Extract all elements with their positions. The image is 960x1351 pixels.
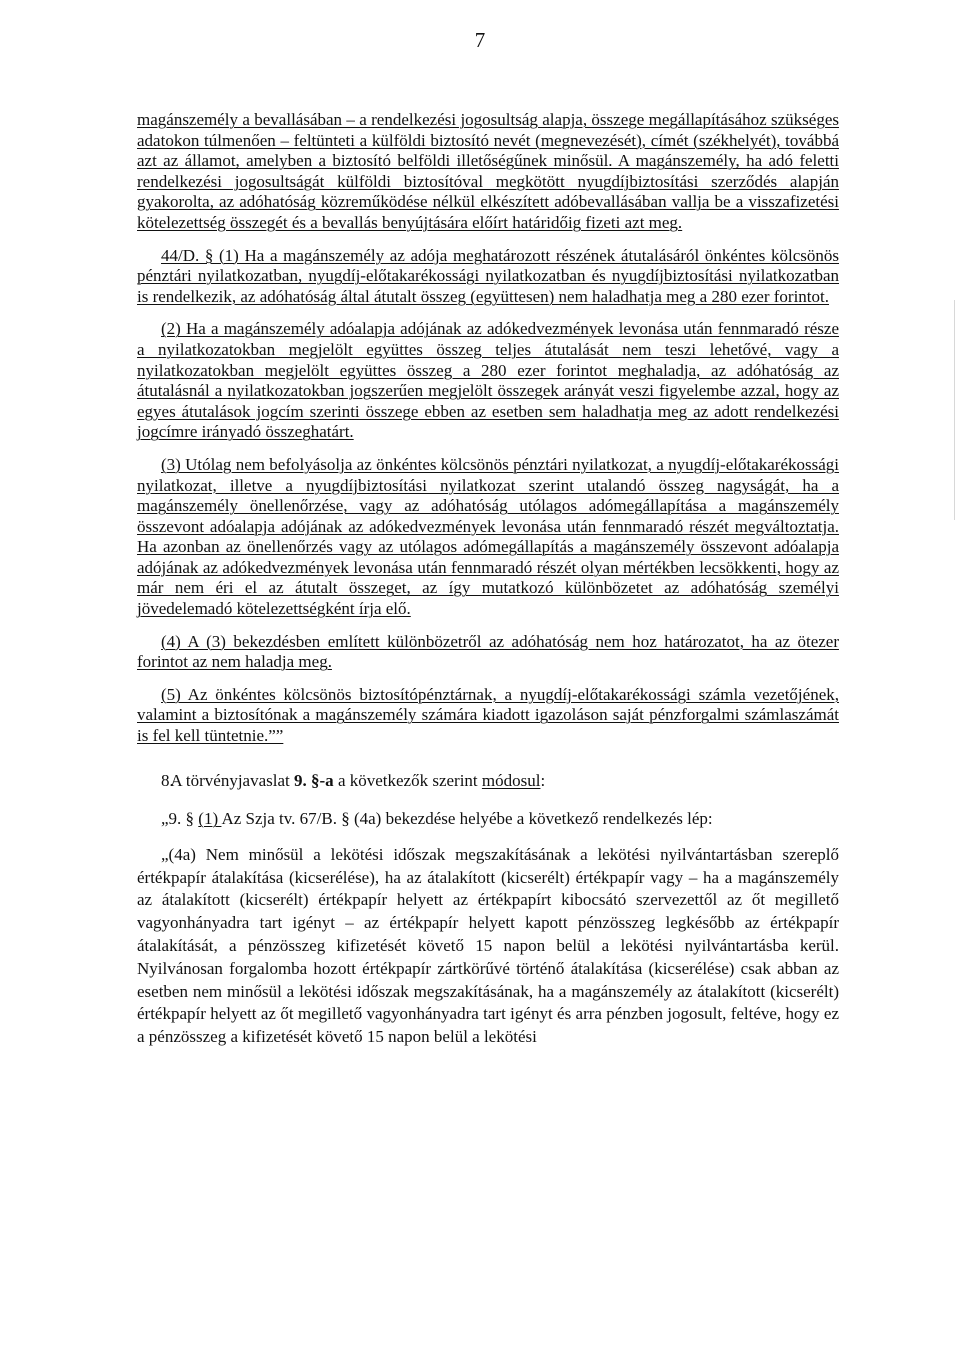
amendment-item-9 xyxy=(137,809,839,830)
paragraph-44d-4: (4) A (3) bekezdésben említett különbözetről az adóhatóság nem hoz határozatot, ha az ötezer forintot az nem haladja meg. xyxy=(137,631,839,672)
amendment-item-8 xyxy=(137,771,839,792)
item9-prefix: „9. § xyxy=(161,809,199,829)
item9-underlined: (1) xyxy=(198,809,222,829)
paragraph-44d-2: (2) Ha a magánszemély adóalapja adójának az adókedvezmények levonása után fennmaradó része a nyilatkozatokban megjelölt együttes összeg teljes átutalását nem teszi lehetővé, vagy a nyilatkozatokban megjelölt együttes összeg a 280 ezer forintot meghaladja, az adóhatóság az átutalásnál a nyilatkozatokban jogszerűen megjelölt összegek arányát veszi figyelembe azzal, hogy az egyes átutalások jogcím szerinti összege ebben az esetben sem haladhatja meg az adott rendelkezési jogcímre irányadó összeghatárt. xyxy=(137,319,839,442)
page-number: 7 xyxy=(474,28,486,52)
paragraph-44d-5: (5) Az önkéntes kölcsönös biztosítópénztárnak, a nyugdíj-előtakarékossági számla vezetőjének, valamint a biztosítónak a magánszemély számára kiadott igazoláson saját pénzforgalmi számlaszámát is fel kell tüntetnie.”” xyxy=(137,684,839,746)
quoted-provision-4a: „(4a) Nem minősül a lekötési időszak megszakításának a lekötési nyilvántartásban szereplő értékpapír átalakítása (kicserélése), ha az átalakított (kicserélt) értékpapír vagy – ha a magánszemély az átalakított (kicserélt) értékpapír helyett az értékpapírt kibocsátó szervezettől az őt megillető vagyonhányadra tart igényt – az értékpapír helyett kapott pénzösszeg legkésőbb az értékpapír átalakítását, a pénzösszeg kifizetését követő 15 napon belül a lekötési nyilvántartásba kerül. Nyilvánosan forgalomba hozott értékpapír zártkörűvé történő átalakítása (kicserélése) csak abban az esetben nem minősül a lekötési időszak megszakításának, ha a magánszemély az átalakított (kicserélt) értékpapír helyett az őt megillető vagyonhányadra tart igényt és arra pénzben jogosult, feltéve, hogy ez a pénzösszeg a kifizetését követő 15 napon belül a lekötési xyxy=(137,844,839,1047)
item-text-end: : xyxy=(540,770,546,790)
paragraph-44d-3: (3) Utólag nem befolyásolja az önkéntes kölcsönös pénztári nyilatkozat, a nyugdíj-előtakarékossági nyilatkozat, illetve a nyugdíjbiztosítási nyilatkozat szerint utalandó összeg nagyságát, ha a magánszemély önellenőrzése, vagy az adóhatóság utólagos adómegállapítása a magánszemély összevont adóalapja adójának az adókedvezmények levonása után fennmaradó részét megváltoztatja. Ha azonban az önellenőrzés vagy az utólagos adómegállapítás a magánszemély összevont adóalapja adójának az adókedvezmények levonása után fennmaradó részét olyan mértékben lecsökkenti, hogy az már nem éri el az átutalt összeget, az így mutatkozó különbözetet az adóhatóság személyi jövedelemadó kötelezettségként írja elő. xyxy=(137,454,839,619)
scan-edge-mark xyxy=(954,300,955,520)
item-underlined-word: módosul xyxy=(481,770,541,790)
item-bold-ref: 9. §-a xyxy=(294,770,334,790)
item-number: 8. xyxy=(161,770,174,790)
paragraph-continuation: magánszemély a bevallásában – a rendelkezési jogosultság alapja, összege megállapításához szükséges adatokon túlmenően – feltünteti a külföldi biztosító nevét (megnevezését), címét (székhelyét), továbbá azt az államot, amelyben a biztosító belföldi illetőségűnek minősül. A magánszemély, ha adó feletti rendelkezési jogosultságát külföldi biztosítóval megkötött nyugdíjbiztosítási szerződés alapján gyakorolta, az adóhatóság közreműködése nélkül elkészített adóbevallásában vallja be a visszafizetési kötelezettség összegét és a bevallás benyújtására előírt határidőig fizeti azt meg. xyxy=(137,110,839,232)
item-text: A törvényjavaslat xyxy=(170,770,295,790)
document-body xyxy=(137,110,839,1049)
item9-text: Az Szja tv. 67/B. § (4a) bekezdése helyébe a következő rendelkezés lép: xyxy=(221,809,713,829)
paragraph-44d-1: 44/D. § (1) Ha a magánszemély az adója meghatározott részének átutalásáról önkéntes kölcsönös pénztári nyilatkozatban, nyugdíj-előtakarékossági nyilatkozatban és nyugdíjbiztosítási nyilatkozatban is rendelkezik, az adóhatóság által átutalt összeg (együttesen) nem haladhatja meg a 280 ezer forintot. xyxy=(137,245,839,306)
item-text-middle: a következők szerint xyxy=(333,770,482,790)
